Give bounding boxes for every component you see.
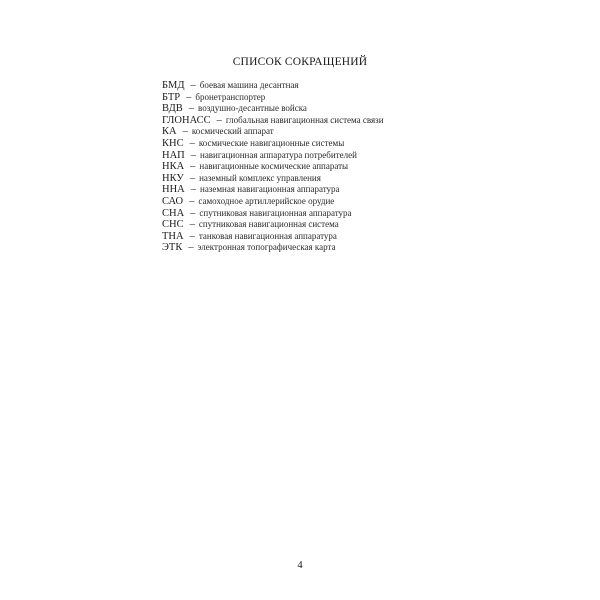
abbreviation-term: НКА xyxy=(162,161,185,173)
abbreviation-term: БМД xyxy=(162,80,185,91)
abbreviation-term: БТР xyxy=(162,91,181,103)
list-item xyxy=(162,80,384,92)
page-number: 4 xyxy=(297,560,303,571)
abbreviation-term: ННА xyxy=(162,184,185,196)
abbreviation-definition: глобальная навигационная система связи xyxy=(225,114,384,125)
abbreviation-definition: наземная навигационная аппаратура xyxy=(200,184,340,195)
abbreviation-term: СНС xyxy=(162,219,184,231)
abbreviation-definition: спутниковая навигационная система xyxy=(198,219,339,230)
list-item xyxy=(162,150,384,162)
list-item xyxy=(162,208,384,220)
list-item xyxy=(162,138,384,150)
abbreviation-term: ЭТК xyxy=(162,242,183,254)
abbreviation-separator: – xyxy=(190,184,196,196)
abbreviation-term: НКУ xyxy=(162,172,184,184)
abbreviation-separator: – xyxy=(190,80,196,91)
list-item xyxy=(162,184,384,196)
abbreviation-definition: навигационная аппаратура потребителей xyxy=(200,149,357,160)
abbreviation-separator: – xyxy=(189,195,195,207)
list-item xyxy=(162,103,384,115)
abbreviation-term: НАП xyxy=(162,149,185,161)
abbreviation-separator: – xyxy=(186,91,192,103)
list-item xyxy=(162,92,384,104)
abbreviation-separator: – xyxy=(190,207,196,219)
list-item xyxy=(162,126,384,138)
abbreviation-separator: – xyxy=(190,149,196,161)
abbreviation-definition: космические навигационные системы xyxy=(198,137,345,148)
abbreviation-term: КА xyxy=(162,126,177,138)
list-item xyxy=(162,219,384,231)
abbreviation-term: САО xyxy=(162,195,184,207)
page-title: СПИСОК СОКРАЩЕНИЙ xyxy=(232,56,368,68)
list-item xyxy=(162,115,384,127)
abbreviation-definition: бронетранспортер xyxy=(195,91,266,102)
abbreviation-separator: – xyxy=(189,230,195,242)
list-item xyxy=(162,161,384,173)
abbreviation-definition: воздушно-десантные войска xyxy=(198,103,307,114)
abbreviation-definition: танковая навигационная аппаратура xyxy=(198,230,337,241)
abbreviation-separator: – xyxy=(182,126,188,138)
abbreviation-term: ГЛОНАСС xyxy=(162,114,211,126)
abbreviation-separator: – xyxy=(189,219,195,231)
abbreviation-definition: электронная топографическая карта xyxy=(197,242,336,253)
abbreviation-separator: – xyxy=(188,103,195,115)
list-item xyxy=(162,242,384,254)
abbreviation-definition: спутниковая навигационная аппаратура xyxy=(199,207,352,218)
list-item xyxy=(162,231,384,243)
abbreviation-separator: – xyxy=(188,242,194,254)
list-item xyxy=(162,196,384,208)
list-item xyxy=(162,173,384,185)
abbreviation-definition: космический аппарат xyxy=(191,126,274,137)
abbreviation-definition: наземный комплекс управления xyxy=(199,172,321,183)
abbreviation-term: ТНА xyxy=(162,230,184,242)
abbreviation-list xyxy=(162,80,384,254)
abbreviation-definition: самоходное артиллерийское орудие xyxy=(198,195,335,206)
abbreviation-term: ВДВ xyxy=(162,103,183,115)
abbreviation-definition: боевая машина десантная xyxy=(199,80,299,90)
abbreviation-separator: – xyxy=(189,172,196,184)
abbreviation-separator: – xyxy=(189,137,195,149)
abbreviation-definition: навигационные космические аппараты xyxy=(199,161,349,172)
abbreviation-term: СНА xyxy=(162,207,185,219)
abbreviation-term: КНС xyxy=(162,137,184,149)
abbreviation-separator: – xyxy=(216,114,222,126)
abbreviation-separator: – xyxy=(190,161,196,173)
